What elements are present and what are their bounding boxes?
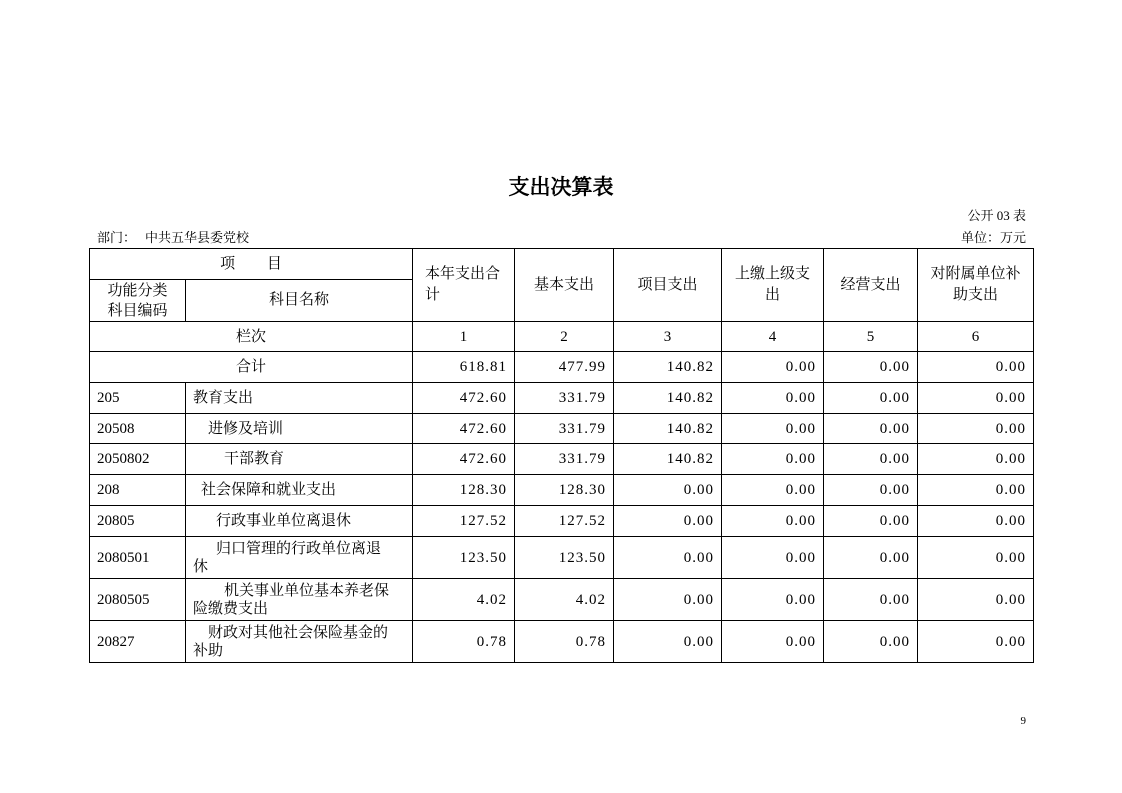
row-remit-to-superior: 0.00 bbox=[722, 579, 824, 621]
department-label: 部门： bbox=[97, 230, 137, 245]
row-business-expenditure: 0.00 bbox=[824, 621, 918, 663]
row-subsidy-to-affiliates: 0.00 bbox=[918, 383, 1034, 414]
row-code: 208 bbox=[90, 475, 186, 506]
column-index-2: 2 bbox=[515, 322, 614, 352]
row-project-expenditure: 140.82 bbox=[614, 383, 722, 414]
total-label: 合计 bbox=[90, 352, 413, 383]
header-subsidy-to-affiliates: 对附属单位补助支出 bbox=[918, 249, 1034, 322]
row-basic-expenditure: 331.79 bbox=[515, 444, 614, 475]
header-function-code: 功能分类科目编码 bbox=[90, 280, 186, 322]
department-name: 中共五华县委党校 bbox=[145, 230, 250, 245]
header-business-expenditure: 经营支出 bbox=[824, 249, 918, 322]
row-code: 2050802 bbox=[90, 444, 186, 475]
table-row bbox=[90, 383, 1034, 414]
row-total-expenditure: 472.60 bbox=[413, 383, 515, 414]
row-project-expenditure: 0.00 bbox=[614, 506, 722, 537]
table-row bbox=[90, 506, 1034, 537]
row-remit-to-superior: 0.00 bbox=[722, 444, 824, 475]
total-row bbox=[90, 352, 1034, 383]
row-name: 干部教育 bbox=[186, 444, 413, 475]
header-item: 项 目 bbox=[90, 249, 413, 280]
header-row bbox=[90, 249, 1034, 280]
column-index-5: 5 bbox=[824, 322, 918, 352]
total-basic-expenditure: 477.99 bbox=[515, 352, 614, 383]
department-line bbox=[97, 229, 249, 247]
row-total-expenditure: 123.50 bbox=[413, 537, 515, 579]
row-business-expenditure: 0.00 bbox=[824, 444, 918, 475]
row-subsidy-to-affiliates: 0.00 bbox=[918, 621, 1034, 663]
row-remit-to-superior: 0.00 bbox=[722, 621, 824, 663]
expenditure-table bbox=[89, 248, 1034, 663]
row-code: 20508 bbox=[90, 414, 186, 444]
row-remit-to-superior: 0.00 bbox=[722, 414, 824, 444]
row-project-expenditure: 140.82 bbox=[614, 444, 722, 475]
total-subsidy-to-affiliates: 0.00 bbox=[918, 352, 1034, 383]
row-basic-expenditure: 331.79 bbox=[515, 414, 614, 444]
row-project-expenditure: 0.00 bbox=[614, 475, 722, 506]
row-subsidy-to-affiliates: 0.00 bbox=[918, 537, 1034, 579]
row-subsidy-to-affiliates: 0.00 bbox=[918, 475, 1034, 506]
row-remit-to-superior: 0.00 bbox=[722, 506, 824, 537]
row-subsidy-to-affiliates: 0.00 bbox=[918, 414, 1034, 444]
row-code: 2080501 bbox=[90, 537, 186, 579]
row-remit-to-superior: 0.00 bbox=[722, 475, 824, 506]
table-row bbox=[90, 444, 1034, 475]
column-index-row bbox=[90, 322, 1034, 352]
row-basic-expenditure: 0.78 bbox=[515, 621, 614, 663]
column-index-4: 4 bbox=[722, 322, 824, 352]
row-name: 归口管理的行政单位离退休 bbox=[186, 537, 413, 579]
row-code: 2080505 bbox=[90, 579, 186, 621]
row-project-expenditure: 0.00 bbox=[614, 537, 722, 579]
row-total-expenditure: 4.02 bbox=[413, 579, 515, 621]
row-code: 20827 bbox=[90, 621, 186, 663]
header-subject-name: 科目名称 bbox=[186, 280, 413, 322]
header-remit-to-superior: 上缴上级支出 bbox=[722, 249, 824, 322]
total-business-expenditure: 0.00 bbox=[824, 352, 918, 383]
row-business-expenditure: 0.00 bbox=[824, 506, 918, 537]
table-row bbox=[90, 537, 1034, 579]
row-code: 20805 bbox=[90, 506, 186, 537]
total-remit-to-superior: 0.00 bbox=[722, 352, 824, 383]
row-basic-expenditure: 123.50 bbox=[515, 537, 614, 579]
row-name: 进修及培训 bbox=[186, 414, 413, 444]
row-name: 财政对其他社会保险基金的补助 bbox=[186, 621, 413, 663]
row-business-expenditure: 0.00 bbox=[824, 475, 918, 506]
row-business-expenditure: 0.00 bbox=[824, 537, 918, 579]
row-total-expenditure: 0.78 bbox=[413, 621, 515, 663]
page-number: 9 bbox=[1020, 715, 1026, 727]
row-project-expenditure: 0.00 bbox=[614, 579, 722, 621]
row-name: 社会保障和就业支出 bbox=[186, 475, 413, 506]
row-project-expenditure: 140.82 bbox=[614, 414, 722, 444]
row-remit-to-superior: 0.00 bbox=[722, 383, 824, 414]
row-total-expenditure: 472.60 bbox=[413, 414, 515, 444]
row-business-expenditure: 0.00 bbox=[824, 414, 918, 444]
table-row bbox=[90, 579, 1034, 621]
row-subsidy-to-affiliates: 0.00 bbox=[918, 444, 1034, 475]
row-remit-to-superior: 0.00 bbox=[722, 537, 824, 579]
row-name: 行政事业单位离退休 bbox=[186, 506, 413, 537]
table-row bbox=[90, 414, 1034, 444]
header-basic-expenditure: 基本支出 bbox=[515, 249, 614, 322]
row-name: 教育支出 bbox=[186, 383, 413, 414]
row-basic-expenditure: 4.02 bbox=[515, 579, 614, 621]
row-subsidy-to-affiliates: 0.00 bbox=[918, 579, 1034, 621]
table-row bbox=[90, 621, 1034, 663]
row-total-expenditure: 472.60 bbox=[413, 444, 515, 475]
total-project-expenditure: 140.82 bbox=[614, 352, 722, 383]
column-index-1: 1 bbox=[413, 322, 515, 352]
row-subsidy-to-affiliates: 0.00 bbox=[918, 506, 1034, 537]
unit-label: 单位：万元 bbox=[960, 230, 1026, 245]
row-basic-expenditure: 127.52 bbox=[515, 506, 614, 537]
page-title: 支出决算表 bbox=[508, 175, 614, 199]
row-total-expenditure: 127.52 bbox=[413, 506, 515, 537]
form-number: 公开 03 表 bbox=[967, 208, 1026, 223]
header-total-expenditure: 本年支出合计 bbox=[413, 249, 515, 322]
row-business-expenditure: 0.00 bbox=[824, 579, 918, 621]
row-basic-expenditure: 331.79 bbox=[515, 383, 614, 414]
row-project-expenditure: 0.00 bbox=[614, 621, 722, 663]
row-basic-expenditure: 128.30 bbox=[515, 475, 614, 506]
column-index-label: 栏次 bbox=[90, 322, 413, 352]
table-row bbox=[90, 475, 1034, 506]
row-code: 205 bbox=[90, 383, 186, 414]
header-project-expenditure: 项目支出 bbox=[614, 249, 722, 322]
row-total-expenditure: 128.30 bbox=[413, 475, 515, 506]
column-index-6: 6 bbox=[918, 322, 1034, 352]
row-business-expenditure: 0.00 bbox=[824, 383, 918, 414]
row-name: 机关事业单位基本养老保险缴费支出 bbox=[186, 579, 413, 621]
total-total-expenditure: 618.81 bbox=[413, 352, 515, 383]
column-index-3: 3 bbox=[614, 322, 722, 352]
